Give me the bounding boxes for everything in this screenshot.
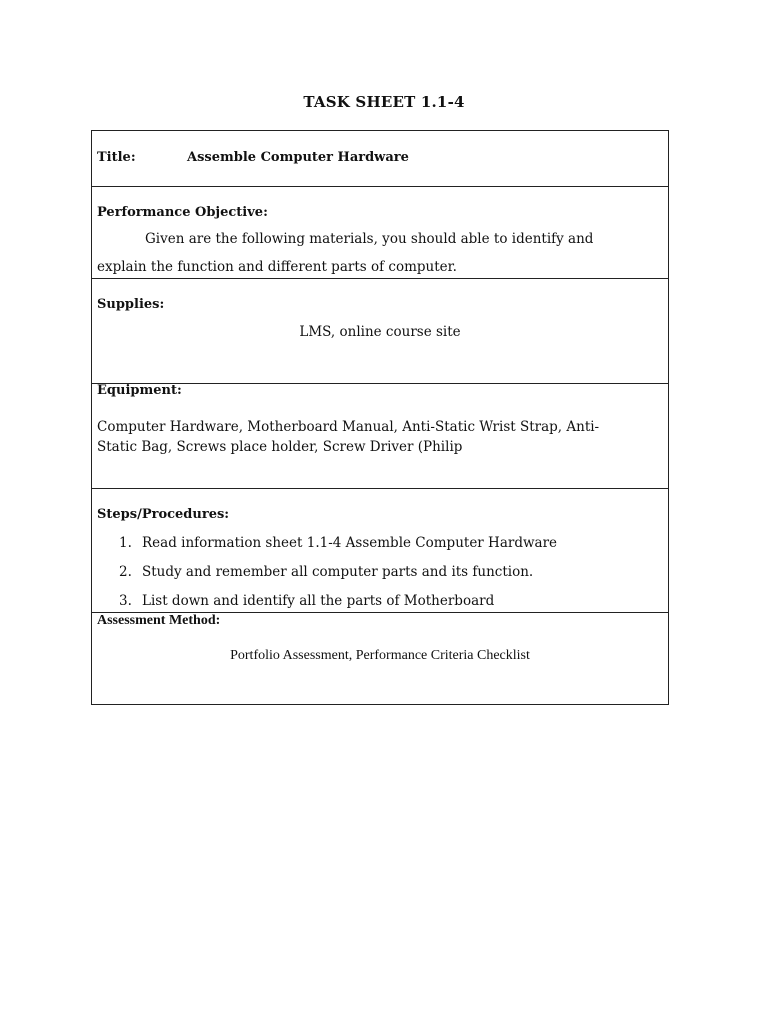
assessment-label: Assessment Method: bbox=[97, 613, 221, 628]
title-value: Assemble Computer Hardware bbox=[187, 150, 409, 165]
step-text: Read information sheet 1.1-4 Assemble Computer Hardware bbox=[142, 535, 558, 551]
step-number: 1. bbox=[119, 535, 132, 551]
objective-label: Performance Objective: bbox=[97, 205, 268, 220]
steps-label: Steps/Procedures: bbox=[97, 507, 230, 522]
equipment-text-line-2: Static Bag, Screws place holder, Screw Driver (Philip bbox=[97, 439, 463, 455]
assessment-value: Portfolio Assessment, Performance Criteria Checklist bbox=[230, 648, 530, 663]
title-label: Title: bbox=[97, 150, 136, 165]
equipment-row bbox=[92, 383, 668, 489]
step-text: List down and identify all the parts of Motherboard bbox=[142, 593, 495, 609]
objective-text-line-2: explain the function and different parts of computer. bbox=[97, 259, 457, 275]
objective-text-line-1: Given are the following materials, you should able to identify and bbox=[145, 231, 594, 247]
equipment-text-line-1: Computer Hardware, Motherboard Manual, Anti-Static Wrist Strap, Anti- bbox=[97, 419, 600, 435]
supplies-value: LMS, online course site bbox=[299, 324, 461, 340]
step-text: Study and remember all computer parts and its function. bbox=[142, 564, 534, 580]
supplies-label: Supplies: bbox=[97, 297, 165, 312]
step-number: 3. bbox=[119, 593, 132, 609]
step-number: 2. bbox=[119, 564, 132, 580]
equipment-label: Equipment: bbox=[97, 383, 182, 398]
sheet-title: TASK SHEET 1.1-4 bbox=[303, 93, 465, 111]
